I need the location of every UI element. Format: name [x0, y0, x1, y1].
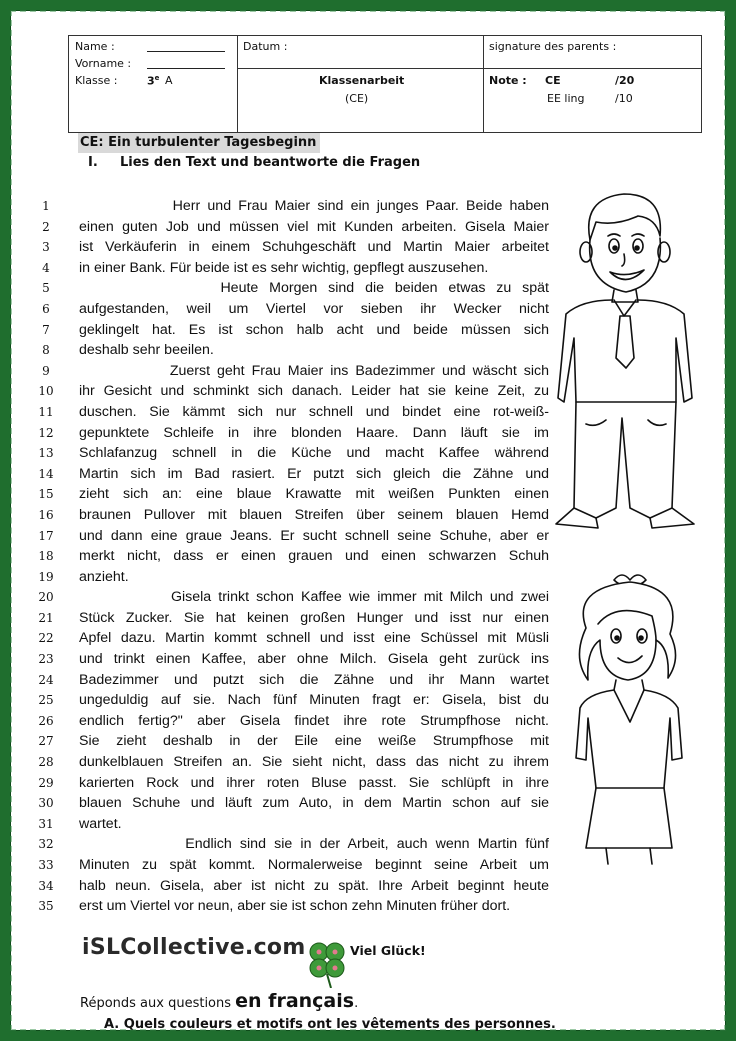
note-ce-max: /20: [615, 74, 635, 87]
line-number: 14: [38, 466, 54, 481]
text-line: Zuerst geht Frau Maier ins Badezimmer und wäscht sich: [79, 362, 549, 379]
signature-label: signature des parents :: [489, 40, 617, 53]
text-line: anzieht.: [79, 568, 129, 585]
text-line: Gisela trinkt schon Kaffee wie immer mit Milch und zwei: [79, 589, 549, 606]
section-title: CE: Ein turbulenter Tagesbeginn: [78, 133, 320, 153]
text-line: karierten Rock und ihrer roten Bluse passt. Sie schlüpft in ihre: [79, 774, 549, 791]
text-line: halb neun. Gisela, aber ist nicht zu spät. Ihre Arbeit beginnt heute: [79, 877, 549, 894]
line-number: 11: [38, 404, 54, 419]
line-number: 22: [38, 631, 54, 646]
datum-label: Datum :: [243, 40, 288, 53]
text-line: wartet.: [79, 815, 122, 832]
couple-illustration: [552, 188, 700, 868]
text-line: ungeduldig auf sie. Nach fünf Minuten fragt er: Gisela, bist du: [79, 692, 549, 709]
line-number: 33: [38, 858, 54, 872]
note-label: Note :: [489, 74, 527, 87]
reading-text: [79, 196, 549, 917]
text-line: aufgestanden, weil um Viertel vor sieben ihr Wecker nicht: [79, 300, 549, 317]
line-number: 31: [38, 816, 54, 831]
student-info-cell: [69, 36, 238, 132]
text-line: und dann eine graue Jeans. Er sucht schnell seine Schuhe, aber er: [79, 527, 549, 544]
text-line: Apfel dazu. Martin kommt schnell und isst eine Schüssel mit Müsli: [79, 630, 549, 647]
klasse-label: Klasse :: [75, 74, 118, 87]
name-field[interactable]: [147, 40, 225, 52]
name-label: Name :: [75, 40, 115, 53]
klasse-value: [147, 74, 159, 88]
text-line: geklingelt hat. Es ist schon halb acht und beide müssen sich: [79, 321, 549, 338]
text-line: Badezimmer und putzt sich die Zähne und ihr Mann wartet: [79, 671, 549, 688]
text-line: Martin sich im Bad rasiert. Er putzt sich gleich die Zähne und: [79, 465, 549, 482]
line-number: 1: [42, 199, 50, 213]
line-number: 13: [38, 446, 54, 461]
line-number: 32: [38, 837, 54, 852]
line-number: 19: [38, 569, 54, 584]
text-line: ist Verkäuferin in einem Schuhgeschäft und Martin Maier arbeitet: [79, 239, 549, 256]
question-a: A. Quels couleurs et motifs ont les vêtements des personnes.: [104, 1017, 556, 1032]
instruction-suffix: .: [354, 996, 359, 1011]
line-number: 16: [38, 507, 54, 522]
instruction: [80, 990, 358, 1012]
grade-cell: [483, 36, 701, 132]
line-number: 2: [42, 219, 50, 234]
line-number: 21: [38, 610, 54, 625]
text-line: Sie zieht deshalb in der Eile eine weiße Strumpfhose mit: [79, 733, 549, 750]
line-number: 27: [38, 734, 54, 749]
exam-subtitle: (CE): [345, 92, 369, 105]
task-number: I.: [88, 155, 98, 170]
text-line: einen guten Job und müssen viel mit Kunden arbeiten. Gisela Maier: [79, 218, 549, 235]
header-divider: [237, 68, 701, 69]
text-line: erst um Viertel vor neun, aber sie ist schon zehn Minuten früher dort.: [79, 898, 511, 915]
exam-title: Klassenarbeit: [319, 74, 405, 87]
klasse-sup: e: [154, 74, 160, 82]
task-heading: [88, 155, 420, 170]
text-line: Heute Morgen sind die beiden etwas zu spät: [79, 280, 549, 297]
line-number: 30: [38, 796, 54, 811]
line-number: 9: [42, 363, 50, 378]
klasse-group: A: [165, 74, 173, 87]
text-line: Herr und Frau Maier sind ein junges Paar. Beide haben: [79, 198, 549, 214]
exam-cell: [237, 36, 484, 132]
task-text: Lies den Text und beantworte die Fragen: [120, 155, 421, 170]
line-number: 8: [42, 343, 50, 358]
woman-drawing: [576, 575, 682, 864]
note-ee-max: /10: [615, 92, 633, 105]
note-ce: CE: [545, 74, 561, 87]
line-number: 25: [38, 693, 54, 708]
text-line: zieht sich an: eine blaue Krawatte mit weißen Punkten einen: [79, 486, 549, 503]
text-line: Minuten zu spät kommt. Normalerweise beginnt seine Arbeit um: [79, 857, 549, 873]
header-table: [68, 35, 702, 133]
line-number: 34: [38, 878, 54, 893]
klasse-number: 3: [147, 74, 155, 88]
line-number: 35: [38, 899, 54, 914]
line-number: 4: [42, 260, 50, 275]
clover-icon: [305, 938, 349, 988]
line-number: 12: [38, 425, 54, 440]
text-line: und trinkt einen Kaffee, aber ohne Milch. Gisela geht zurück ins: [79, 651, 549, 668]
line-number: 29: [38, 775, 54, 790]
note-ee: EE ling: [547, 92, 585, 105]
text-line: blauen Schuhe und läuft zum Auto, in dem Martin schon auf sie: [79, 795, 549, 812]
text-line: Schlafanzug schnell in die Küche und macht Kaffee während: [79, 445, 549, 462]
vorname-label: Vorname :: [75, 57, 132, 70]
text-line: Stück Zucker. Sie hat keinen großen Hunger und isst nur einen: [79, 609, 549, 626]
line-number: 18: [38, 549, 54, 564]
line-number: 7: [42, 322, 50, 337]
line-number: 26: [38, 713, 54, 728]
line-number: 15: [38, 487, 54, 502]
line-number: 6: [42, 301, 50, 316]
text-line: ihr Gesicht und schminkt sich danach. Leider hat sie keine Zeit, zu: [79, 383, 549, 400]
line-number: 20: [38, 590, 54, 605]
instruction-prefix: Réponds aux questions: [80, 996, 236, 1011]
line-number: 17: [38, 528, 54, 543]
line-number: 23: [38, 652, 54, 667]
text-line: gepunktete Schleife in ihre blonden Haare. Dann läuft sie im: [79, 424, 549, 441]
line-number: 10: [38, 384, 54, 399]
line-number: 28: [38, 755, 54, 770]
good-luck-text: Viel Glück!: [350, 943, 426, 958]
line-number: 5: [42, 281, 50, 296]
line-number: 24: [38, 672, 54, 687]
text-line: merkt nicht, dass er einen grauen und einen schwarzen Schuh: [79, 548, 549, 565]
text-line: braunen Pullover mit blauen Streifen über seinem blauen Hemd: [79, 506, 549, 523]
text-line: deshalb sehr beeilen.: [79, 342, 214, 359]
instruction-emphasis: en français: [235, 990, 355, 1012]
text-line: dunkelblauen Streifen an. Sie sieht nicht, dass das nicht zu ihrem: [79, 754, 549, 771]
site-logo: iSLCollective.com: [82, 935, 306, 960]
line-number: 3: [42, 240, 50, 255]
text-line: Endlich sind sie in der Arbeit, auch wenn Martin fünf: [79, 836, 549, 853]
man-drawing: [556, 194, 694, 528]
text-line: in einer Bank. Für beide ist es sehr wichtig, gepflegt auszusehen.: [79, 259, 489, 276]
line-numbers: [36, 196, 56, 917]
vorname-field[interactable]: [147, 57, 225, 69]
text-line: endlich fertig?" aber Gisela findet ihre rote Strumpfhose nicht.: [79, 712, 549, 729]
text-line: duschen. Sie kämmt sich nur schnell und bindet eine rot-weiß-: [79, 403, 549, 420]
